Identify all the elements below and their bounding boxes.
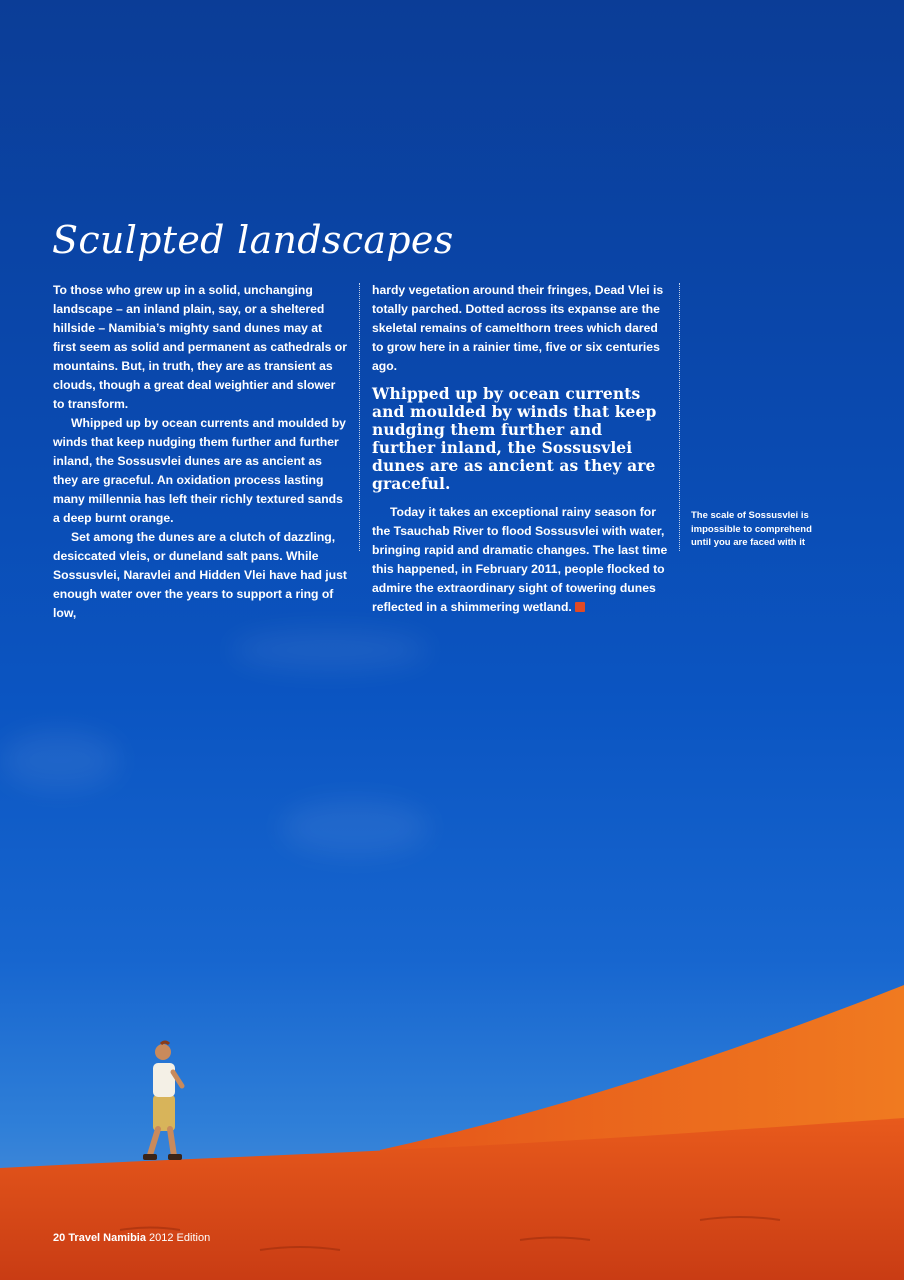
body-column-2 <box>372 281 668 617</box>
column-divider <box>679 283 680 551</box>
body-paragraph: Set among the dunes are a clutch of dazzling, desiccated vleis, or duneland salt pans. While Sossusvlei, Naravlei and Hidden Vlei have had just enough water over the years to support a ring of low, <box>53 530 347 620</box>
body-paragraph-text: Today it takes an exceptional rainy season for the Tsauchab River to flood Sossusvlei with water, bringing rapid and dramatic changes. The last time this happened, in February 2011, people flocked to admire the extraordinary sight of towering dunes reflected in a shimmering wetland. <box>372 505 668 614</box>
body-paragraph: hardy vegetation around their fringes, Dead Vlei is totally parched. Dotted across its expanse are the skeletal remains of camelthorn trees which dared to grow here in a rainier time, five or six centuries ago. <box>372 283 664 373</box>
article-title: Sculpted landscapes <box>52 218 454 262</box>
body-column-1 <box>53 281 348 623</box>
body-paragraph: Whipped up by ocean currents and moulded by winds that keep nudging them further and further inland, the Sossusvlei dunes are as ancient as they are graceful. An oxidation process lasting many millennia has left their richly textured sands a deep burnt orange. <box>53 416 346 525</box>
edition-label: 2012 Edition <box>149 1232 211 1244</box>
photo-caption: The scale of Sossusvlei is impossible to comprehend until you are faced with it <box>691 510 812 548</box>
column-divider <box>359 283 360 551</box>
page-footer <box>53 1232 210 1244</box>
body-paragraph <box>372 503 668 617</box>
page-number: 20 <box>53 1232 66 1244</box>
body-paragraph: To those who grew up in a solid, unchanging landscape – an inland plain, say, or a sheltered hillside – Namibia’s mighty sand dunes may at first seem as solid and permanent as cathedrals or mountains. But, in truth, they are as transient as clouds, though a great deal weightier and slower to transform. <box>53 283 347 411</box>
pull-quote: Whipped up by ocean currents and moulded by winds that keep nudging them further and further inland, the Sossusvlei dunes are as ancient as they are graceful. <box>372 384 657 493</box>
hiker-figure <box>143 1042 182 1160</box>
publication-name: Travel Namibia <box>68 1232 146 1244</box>
end-mark-icon <box>575 602 585 612</box>
